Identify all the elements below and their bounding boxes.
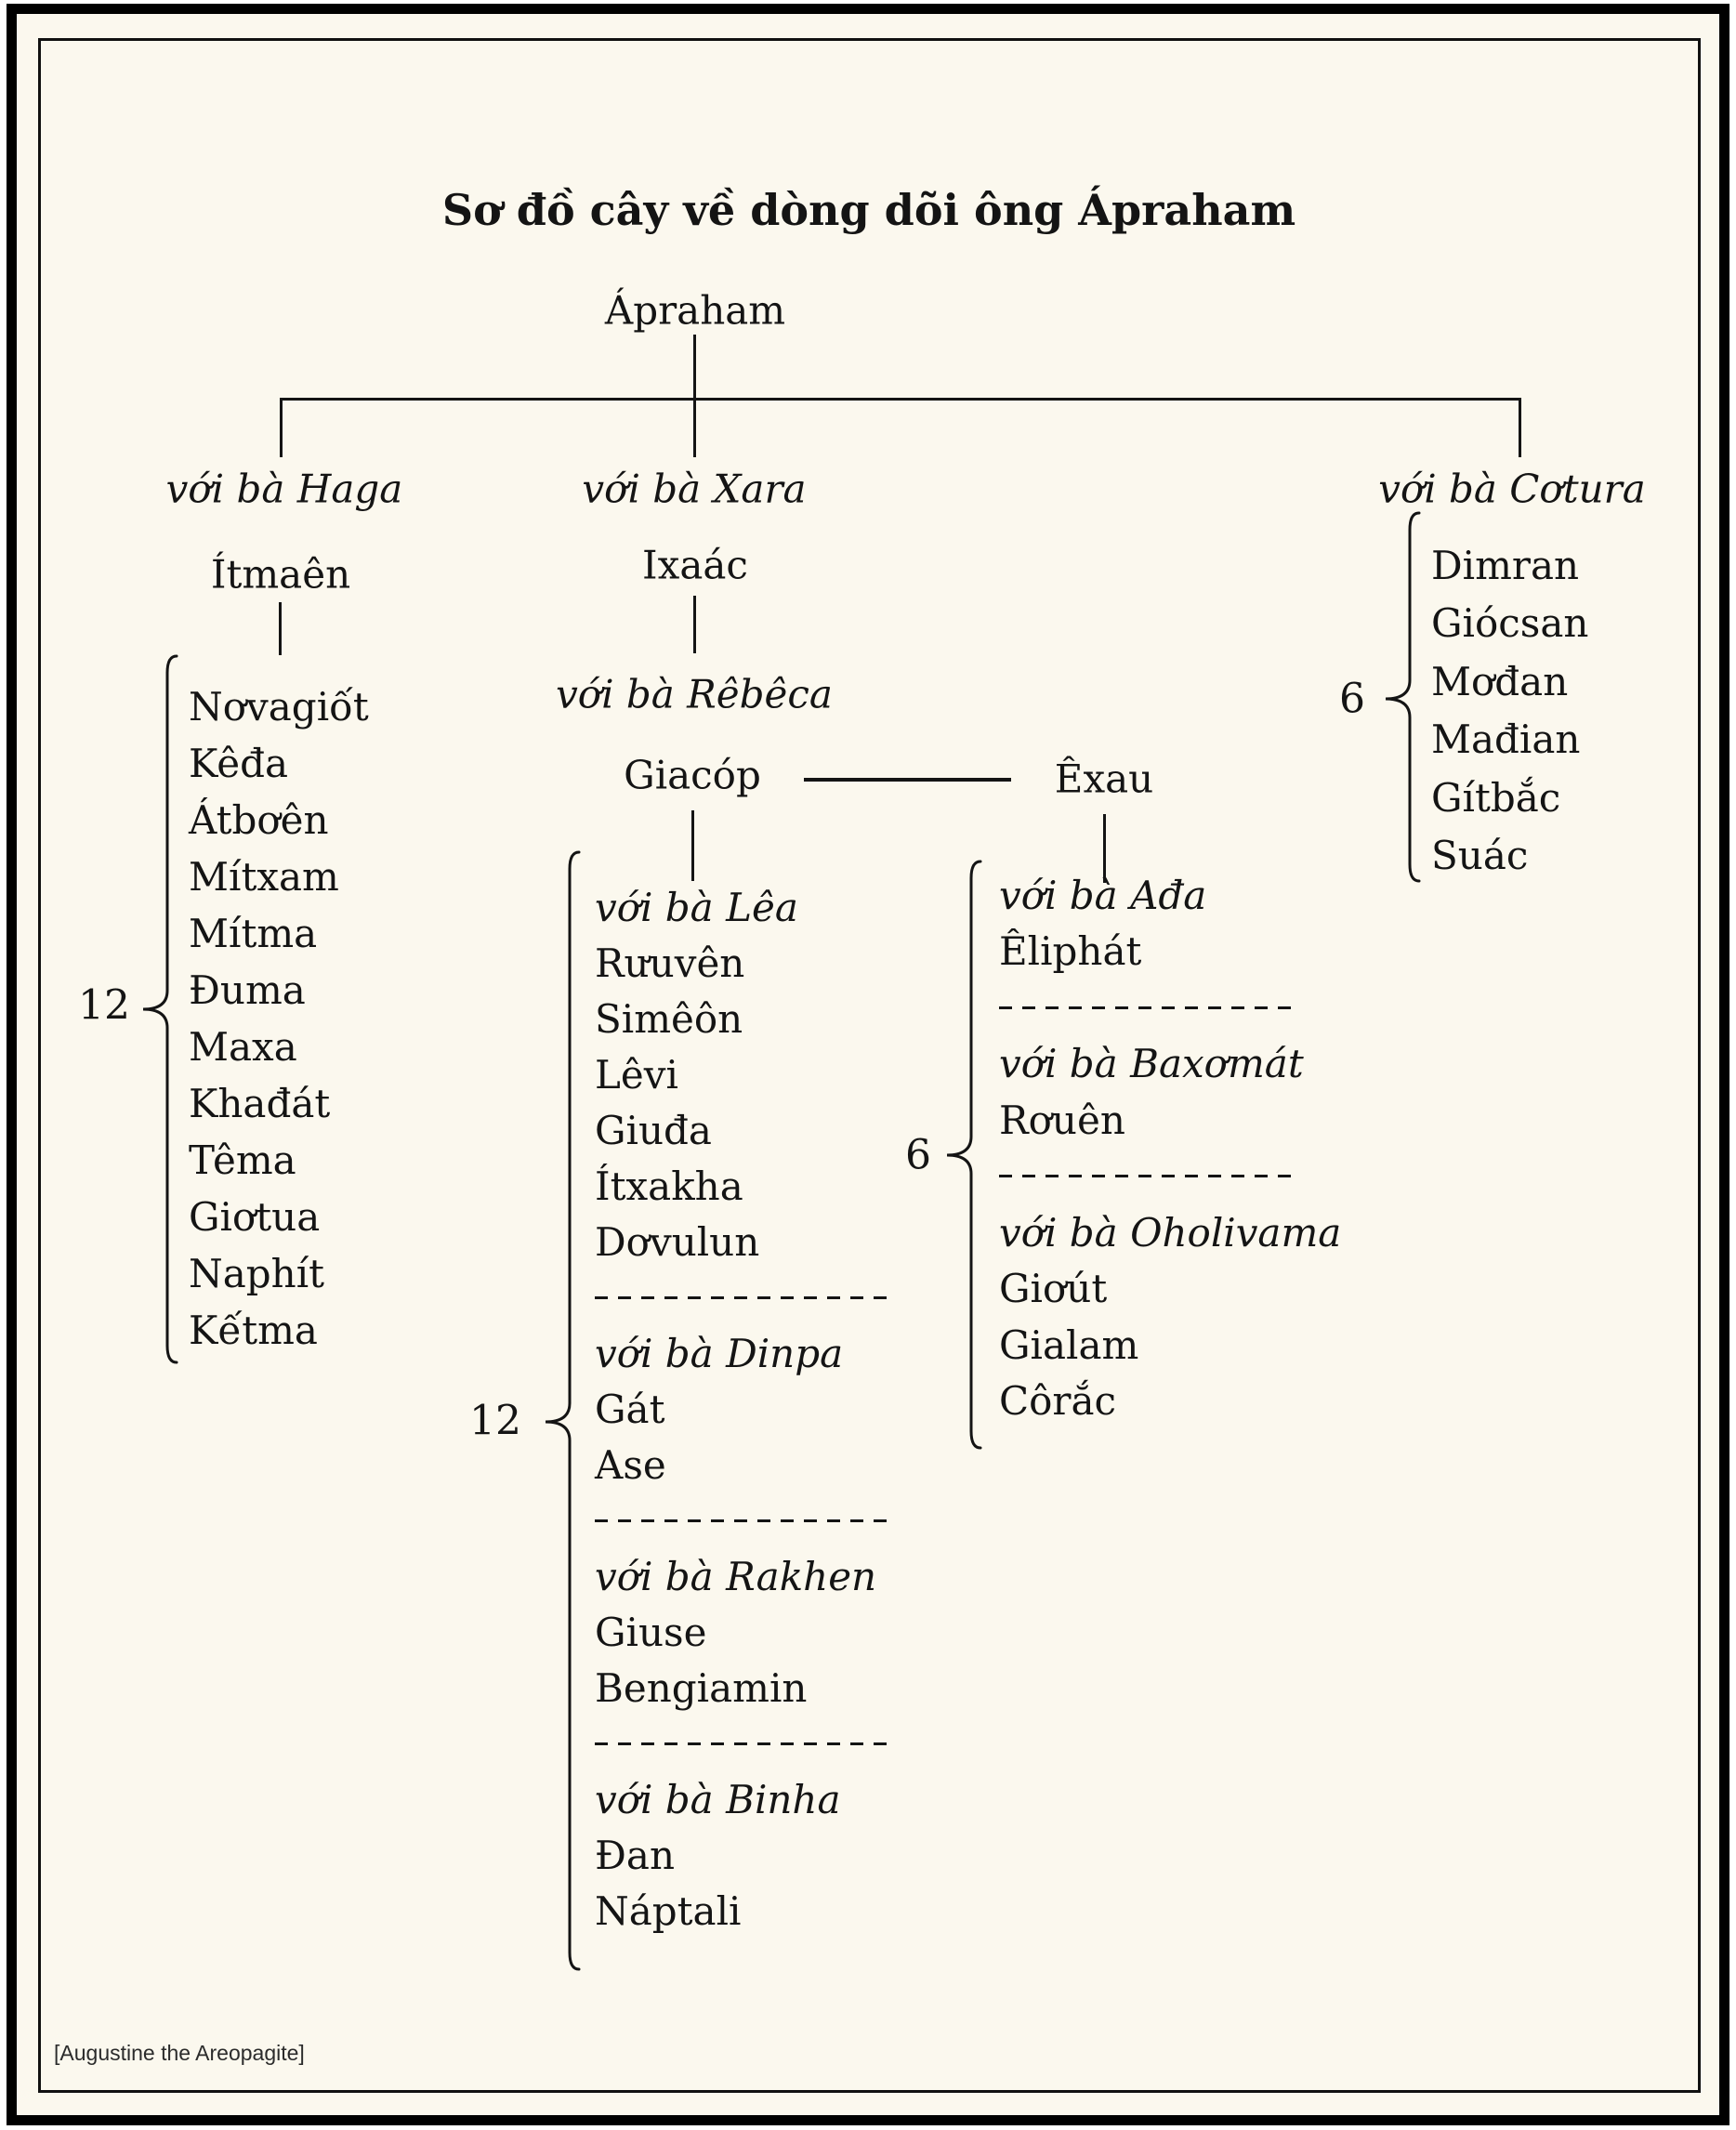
list-item: Mítxam xyxy=(189,854,339,900)
person-ixaac: Ixaác xyxy=(642,542,748,588)
list-item: Giơút xyxy=(999,1266,1108,1312)
list-item: Giơtua xyxy=(189,1194,321,1240)
list-wife-label: với bà Binha xyxy=(595,1776,841,1822)
brace-haga-children xyxy=(136,654,184,1364)
list-item: Ítxakha xyxy=(595,1163,743,1209)
line-itmaen-children xyxy=(279,602,282,655)
line-branch-bar xyxy=(280,398,1521,401)
line-drop-cotura xyxy=(1519,398,1521,457)
list-item: Bengiamin xyxy=(595,1664,808,1711)
list-haga-children xyxy=(189,678,369,1359)
dashed-separator xyxy=(595,1296,894,1299)
list-item: Lêvi xyxy=(595,1051,678,1098)
list-item: Dơvulun xyxy=(595,1218,760,1265)
count-exau-children: 6 xyxy=(905,1131,931,1179)
list-item: Átbơên xyxy=(189,797,329,843)
list-item: Kếtma xyxy=(189,1308,318,1353)
list-item: Naphít xyxy=(189,1251,325,1296)
list-item: Khađát xyxy=(189,1081,331,1126)
list-wife-label: với bà Rakhen xyxy=(595,1553,877,1599)
list-item: Gát xyxy=(595,1386,665,1432)
count-haga-children: 12 xyxy=(78,981,130,1030)
line-ixaac-rebeca xyxy=(693,596,696,653)
separator-row xyxy=(999,1149,1341,1205)
separator-row xyxy=(595,1716,894,1771)
list-giacop-children xyxy=(595,879,894,1939)
count-giacop-children: 12 xyxy=(469,1397,521,1445)
line-drop-haga xyxy=(280,398,283,457)
separator-row xyxy=(595,1269,894,1325)
list-item: Côrắc xyxy=(999,1378,1117,1425)
list-item: Giuđa xyxy=(595,1107,712,1153)
list-item: Mađian xyxy=(1431,717,1581,763)
line-giacop-exau xyxy=(804,778,1011,782)
dashed-separator xyxy=(595,1519,894,1522)
label-wife-haga: với bà Haga xyxy=(165,466,403,512)
list-item: Náptali xyxy=(595,1887,742,1934)
list-cotura-children xyxy=(1431,536,1588,885)
list-item: Ase xyxy=(595,1441,666,1488)
list-item: Mítma xyxy=(189,911,318,956)
label-wife-rebeca: với bà Rêbêca xyxy=(556,671,833,717)
line-root-drop xyxy=(693,335,696,398)
list-wife-label: với bà Oholivama xyxy=(999,1209,1342,1256)
list-item: Giuse xyxy=(595,1609,707,1655)
list-item: Đan xyxy=(595,1832,675,1878)
count-cotura-children: 6 xyxy=(1339,675,1365,723)
brace-giacop-children xyxy=(538,850,586,1971)
brace-cotura-children xyxy=(1378,511,1427,883)
list-item: Gítbắc xyxy=(1431,774,1561,821)
list-wife-label: với bà Ađa xyxy=(999,872,1207,918)
list-item: Mơđan xyxy=(1431,658,1569,704)
person-apraham: Ápraham xyxy=(604,287,786,334)
brace-exau-children xyxy=(940,860,988,1450)
list-item: Gialam xyxy=(999,1321,1139,1368)
list-item: Êliphát xyxy=(999,928,1142,975)
separator-row xyxy=(595,1492,894,1548)
dashed-separator xyxy=(999,1175,1298,1177)
list-item: Giócsan xyxy=(1431,600,1589,647)
list-item: Nơvagiốt xyxy=(189,684,369,730)
person-exau: Êxau xyxy=(1054,756,1154,802)
list-item: Têma xyxy=(189,1137,296,1183)
list-wife-label: với bà Dinpa xyxy=(595,1330,844,1376)
list-wife-label: với bà Baxơmát xyxy=(999,1041,1304,1087)
label-wife-cotura: với bà Cơtura xyxy=(1378,466,1646,512)
list-item: Rưuvên xyxy=(595,940,745,986)
person-giacop: Giacóp xyxy=(624,752,761,798)
label-wife-xara: với bà Xara xyxy=(582,466,807,512)
list-wife-label: với bà Lêa xyxy=(595,884,798,930)
dashed-separator xyxy=(999,1006,1298,1009)
diagram-title: Sơ đồ cây về dòng dõi ông Ápraham xyxy=(441,185,1296,235)
line-giacop-children xyxy=(691,810,694,881)
list-item: Simêôn xyxy=(595,995,743,1042)
list-item: Rơuên xyxy=(999,1097,1125,1143)
list-item: Kêđa xyxy=(189,741,289,786)
list-item: Dimran xyxy=(1431,542,1580,588)
list-item: Suác xyxy=(1431,833,1529,879)
list-item: Maxa xyxy=(189,1024,297,1070)
list-exau-children xyxy=(999,867,1341,1429)
attribution: [Augustine the Areopagite] xyxy=(54,2041,305,2065)
list-item: Đuma xyxy=(189,967,306,1013)
separator-row xyxy=(999,980,1341,1036)
line-drop-xara xyxy=(693,398,696,457)
dashed-separator xyxy=(595,1742,894,1745)
person-itmaen: Ítmaên xyxy=(210,551,351,598)
